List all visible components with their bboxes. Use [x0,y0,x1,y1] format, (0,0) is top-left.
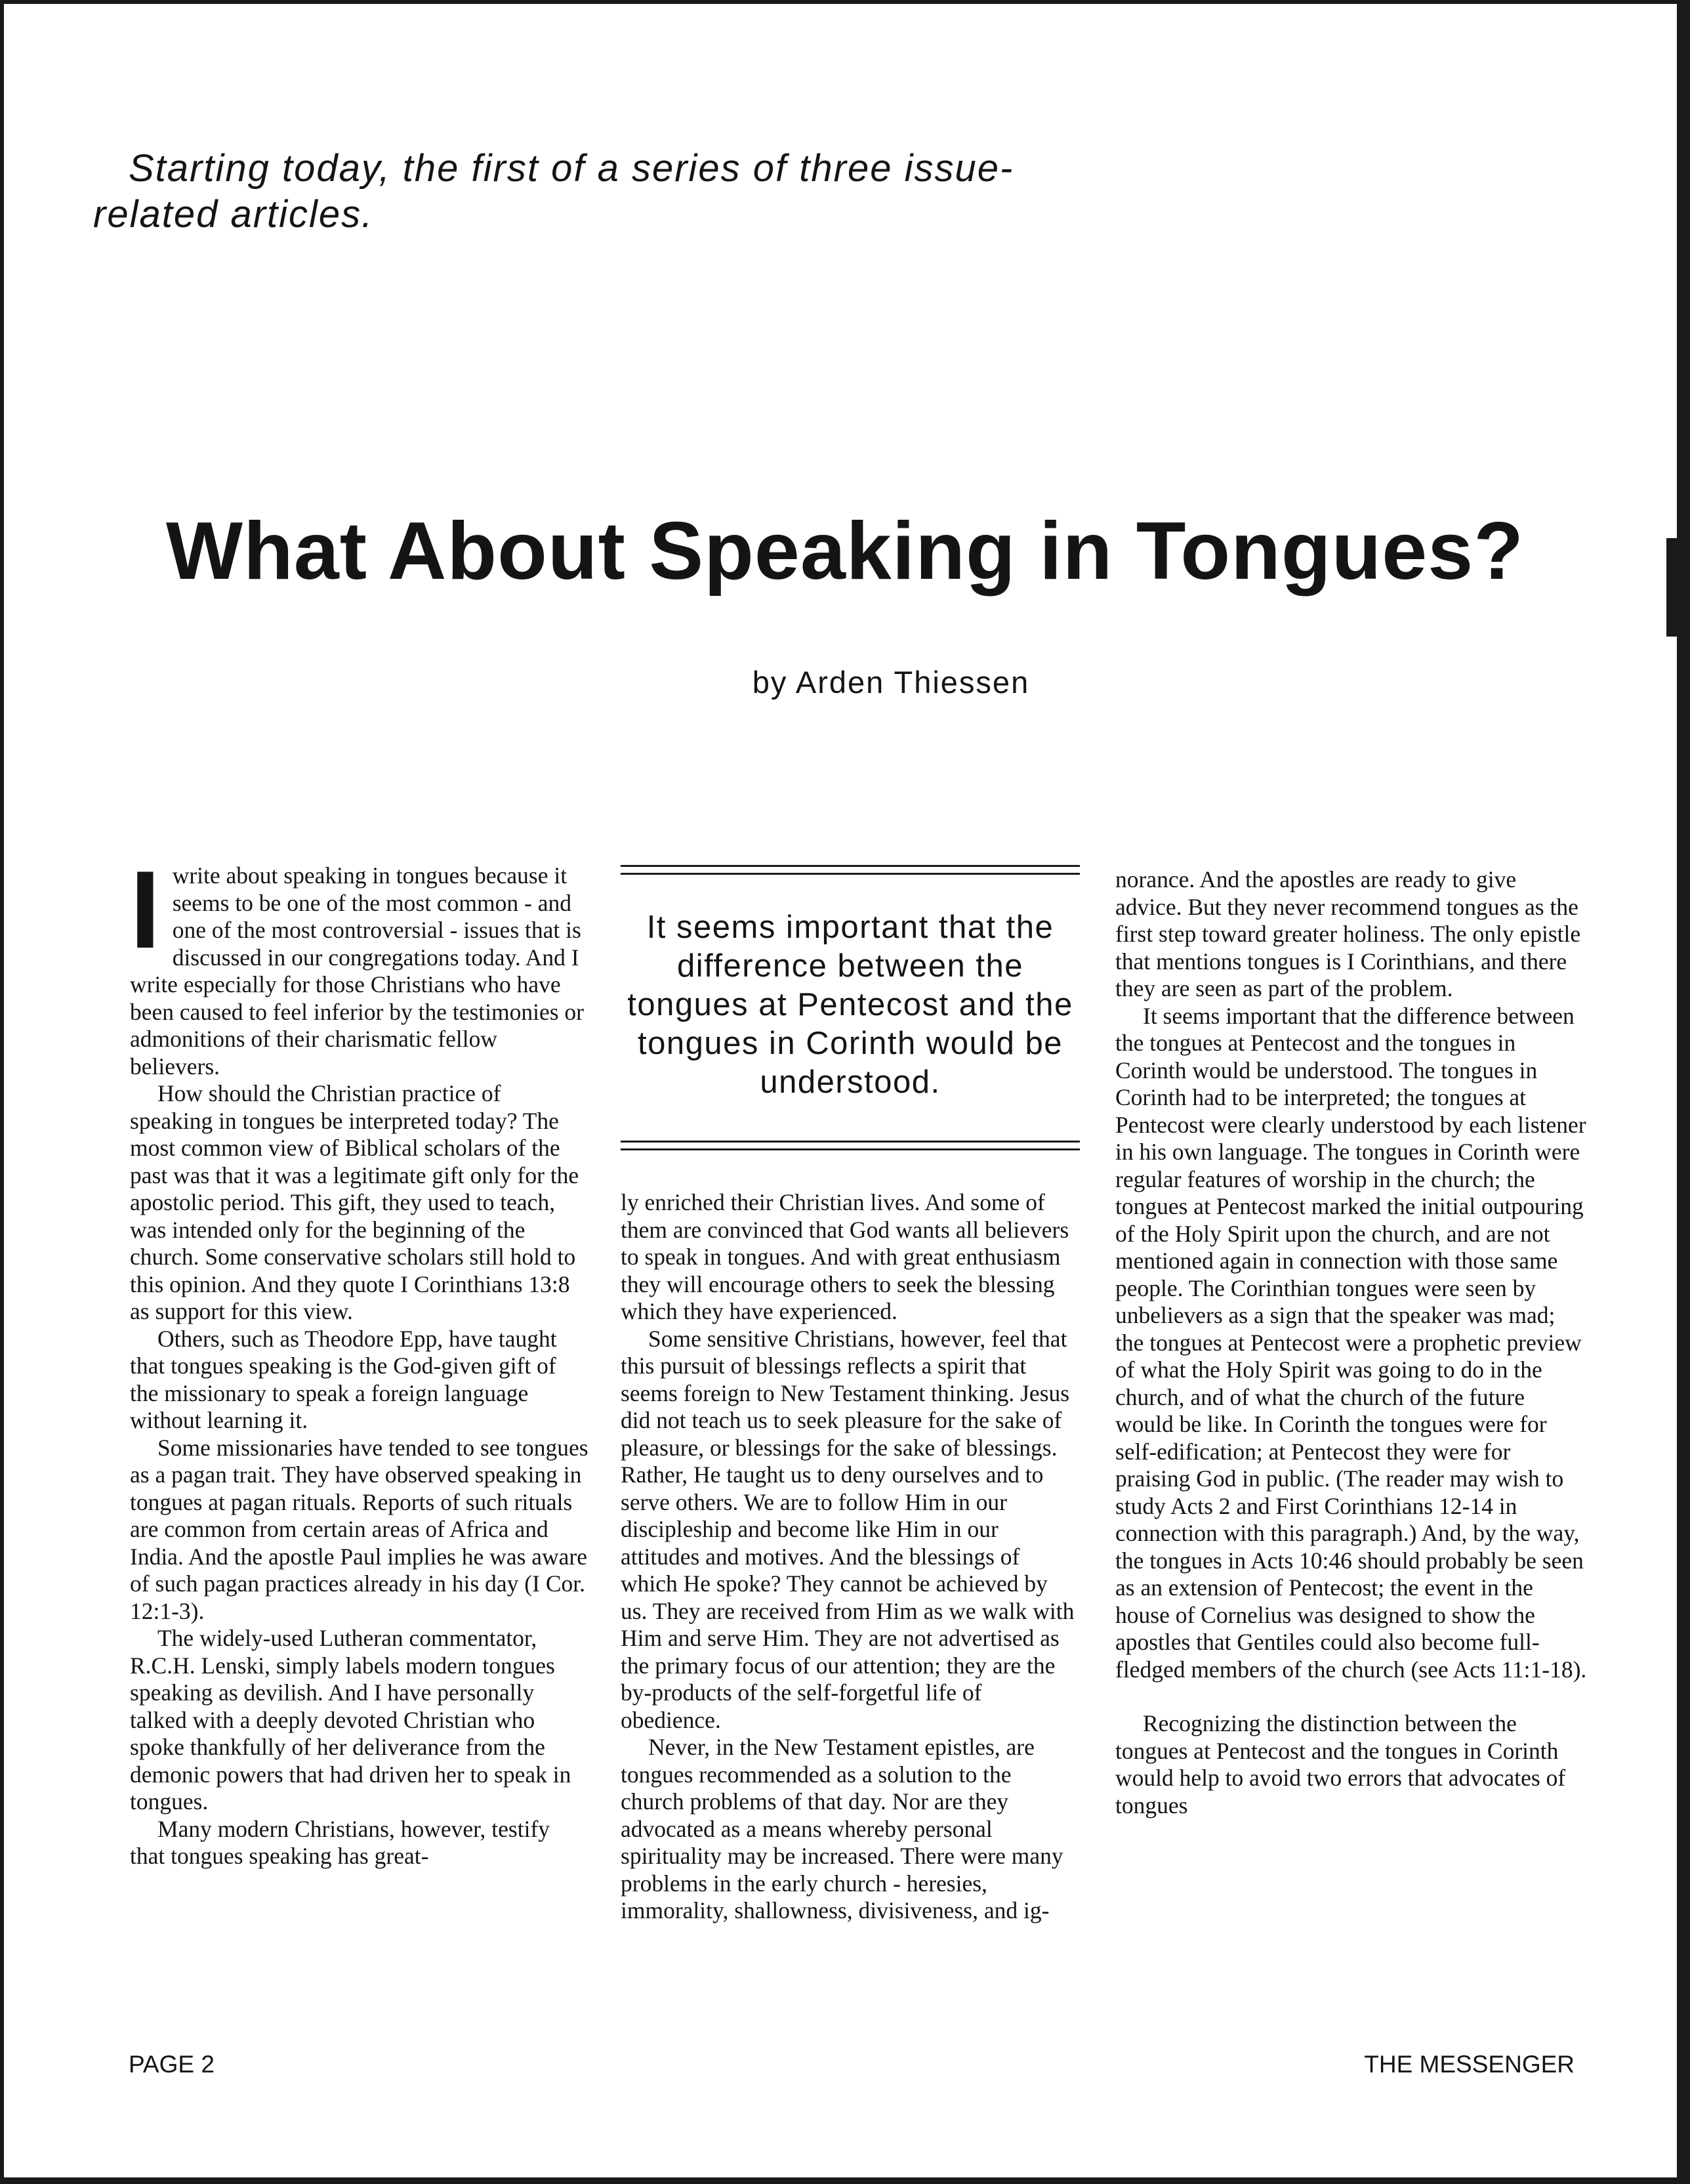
page-border-right [1677,0,1690,2184]
pull-quote-rule-bottom-1 [621,1141,1080,1143]
series-intro-line-1: Starting today, the first of a series of three issue- [129,147,1014,190]
column-2-paragraph-2: Some sensitive Christians, however, feel that this pursuit of blessings reflects a spirit that seems foreign to New Testament thinking. Jesus did not teach us to seek pleasure for the sake of pleasure, or blessings for the sake of blessings. Rather, He taught us to deny ourselves and to serve others. We are to follow Him in our discipleship and become like Him in our attitudes and motives. And the blessings of which He spoke? They cannot be achieved by us. They are received from Him as we walk with Him and serve Him. They are not advertised as the primary focus of our attention; they are the by-products of the self-forgetful life of obedience. [621,1325,1075,1733]
article-byline: by Arden Thiessen [752,665,1030,700]
column-1-paragraph-2: How should the Christian practice of speaking in tongues be interpreted today? The most common view of Biblical scholars of the past was that it was a legitimate gift only for the apostolic period. This gift, they used to teach, was intended only for the beginning of the church. Some conservative scholars still hold to this opinion. And they quote I Corinthians 13:8 as support for this view. [130,1080,579,1324]
page-number: PAGE 2 [129,2051,215,2078]
column-1-paragraph-4: Some missionaries have tended to see tongues as a pagan trait. They have observed speaking in tongues at pagan rituals. Reports of such rituals are common from certain areas of Africa and India. And the apostle Paul implies he was aware of such pagan practices already in his day (I Cor. 12:1-3). [130,1434,588,1624]
drop-cap: I [130,848,161,971]
column-1 [130,848,589,1870]
column-3-paragraph-2: It seems important that the difference between the tongues at Pentecost and the tongues in Corinth would be understood. The tongues in Corinth had to be interpreted; the tongues at Pentecost were clearly understood by each listener in his own language. The tongues in Corinth were regular features of worship in the church; the tongues at Pentecost marked the initial outpouring of the Holy Spirit upon the church, and are not mentioned again in connection with those same people. The Corinthian tongues were seen by unbelievers as a sign that the speaker was mad; the tongues at Pentecost were a prophetic preview of what the Holy Spirit was going to do in the church, and of what the church of the future would be like. In Corinth the tongues were for self-edification; at Pentecost they were for praising God in public. (The reader may wish to study Acts 2 and First Corinthians 12-14 in connection with this paragraph.) And, by the way, the tongues in Acts 10:46 should probably be seen as an extension of Pentecost; the event in the house of Cornelius was designed to show the apostles that Gentiles could also become full-fledged members of the church (see Acts 11:1-18). [1115,1002,1587,1683]
article-headline: What About Speaking in Tongues? [166,506,1524,597]
column-3-paragraph-3: Recognizing the distinction between the tongues at Pentecost and the tongues in Corinth would help to avoid two errors that advocates of tongues [1115,1710,1566,1818]
pull-quote-rule-top-1 [621,865,1080,867]
series-intro [93,146,1126,238]
page-border-top [0,0,1690,4]
column-1-paragraph-3: Others, such as Theodore Epp, have taught that tongues speaking is the God-given gift of the missionary to speak a foreign language without learning it. [130,1325,557,1433]
pull-quote-text: It seems important that the difference between the tongues at Pentecost and the tongues in Corinth would be understood. [627,910,1073,1100]
page-border-bottom [0,2177,1690,2184]
column-3 [1115,866,1588,1819]
column-1-paragraph-6: Many modern Christians, however, testify that tongues speaking has great- [130,1815,550,1869]
pull-quote-rule-bottom-2 [621,1148,1080,1150]
publication-name: THE MESSENGER [1364,2051,1575,2078]
series-intro-line-2: related articles. [93,193,374,236]
page-border-left [0,0,4,2184]
column-1-paragraph-1: write about speaking in tongues because it seems to be one of the most common - and one of the most controversial - issues that is discussed in our congregations today. And I write especially for those Christians who have been caused to feel inferior by the testimonies or admonitions of their charismatic fellow believers. [130,862,585,1080]
pull-quote-rule-top-2 [621,873,1080,875]
pull-quote [621,865,1080,1154]
column-2-paragraph-3: Never, in the New Testament epistles, are tongues recommended as a solution to the church problems of that day. Nor are they advocated as a means whereby personal spirituality may be increased. There were many problems in the early church - heresies, immorality, shallowness, divisiveness, and ig- [621,1734,1063,1923]
column-1-paragraph-5: The widely-used Lutheran commentator, R.C.H. Lenski, simply labels modern tongues speaking as devilish. And I have personally talked with a deeply devoted Christian who spoke thankfully of her deliverance from the demonic powers that had driven her to speak in tongues. [130,1625,571,1815]
column-2-paragraph-1: ly enriched their Christian lives. And some of them are convinced that God wants all believers to speak in tongues. And with great enthusiasm they will encourage others to seek the blessing which they have experienced. [621,1189,1069,1324]
column-3-paragraph-1: norance. And the apostles are ready to give advice. But they never recommend tongues as the first step toward greater holiness. The only epistle that mentions tongues is I Corinthians, and there they are seen as part of the problem. [1115,866,1581,1001]
column-2 [621,1189,1080,1925]
